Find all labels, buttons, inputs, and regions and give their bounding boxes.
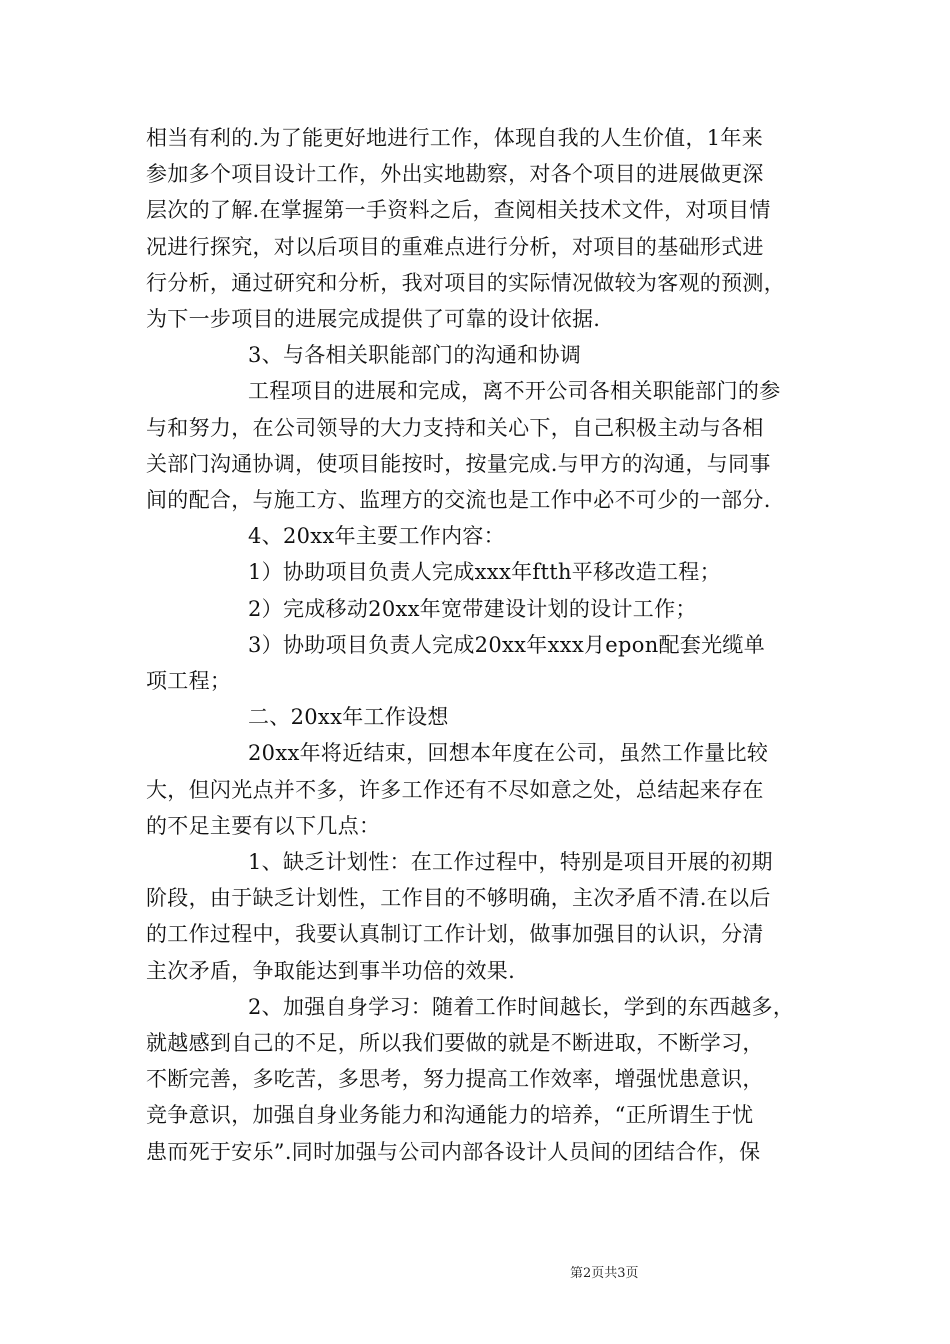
paragraph-self-study <box>146 989 826 1170</box>
text-line: 间的配合，与施工方、监理方的交流也是工作中必不可少的一部分. <box>146 488 771 513</box>
paragraph-project-survey <box>146 120 826 337</box>
text-line: 主次矛盾，争取能达到事半功倍的效果. <box>146 958 516 983</box>
text-line: 项工程； <box>146 669 232 694</box>
text-line: 二、20xx年工作设想 <box>248 705 449 730</box>
heading-main-work <box>146 518 826 554</box>
text-line: 的工作过程中，我要认真制订工作计划，做事加强目的认识，分清 <box>146 922 764 947</box>
text-line: 1、缺乏计划性：在工作过程中，特别是项目开展的初期 <box>248 850 773 875</box>
text-line: 为下一步项目的进展完成提供了可靠的设计依据. <box>146 307 601 332</box>
page-number-footer: 第2页共3页 <box>570 1266 639 1281</box>
paragraph-department-communication <box>146 373 826 518</box>
text-line: 的不足主要有以下几点： <box>146 813 381 838</box>
heading-department-communication <box>146 337 826 373</box>
text-line: 参加多个项目设计工作，外出实地勘察，对各个项目的进展做更深 <box>146 162 764 187</box>
text-line: 行分析，通过研究和分析，我对项目的实际情况做较为客观的预测， <box>146 270 785 295</box>
text-line: 层次的了解.在掌握第一手资料之后，查阅相关技术文件，对项目情 <box>146 198 771 223</box>
text-line: 竞争意识，加强自身业务能力和沟通能力的培养，“正所谓生于忧 <box>146 1103 754 1128</box>
text-line: 阶段，由于缺乏计划性，工作目的不够明确，主次矛盾不清.在以后 <box>146 886 771 911</box>
heading-work-plan <box>146 699 826 735</box>
text-line: 患而死于安乐”.同时加强与公司内部各设计人员间的团结合作，保 <box>146 1139 761 1164</box>
text-line: 况进行探究，对以后项目的重难点进行分析，对项目的基础形式进 <box>146 234 764 259</box>
text-line: 与和努力，在公司领导的大力支持和关心下，自己积极主动与各相 <box>146 415 764 440</box>
text-line: 3）协助项目负责人完成20xx年xxx月epon配套光缆单 <box>248 632 766 657</box>
text-line: 2、加强自身学习：随着工作时间越长，学到的东西越多， <box>248 994 795 1019</box>
text-line: 4、20xx年主要工作内容： <box>248 524 505 549</box>
text-line: 关部门沟通协调，使项目能按时，按量完成.与甲方的沟通，与同事 <box>146 451 771 476</box>
text-line: 大，但闪光点并不多，许多工作还有不尽如意之处，总结起来存在 <box>146 777 764 802</box>
text-line: 工程项目的进展和完成，离不开公司各相关职能部门的参 <box>248 379 781 404</box>
text-line: 1）协助项目负责人完成xxx年ftth平移改造工程； <box>248 560 721 585</box>
text-line: 相当有利的.为了能更好地进行工作，体现自我的人生价值，1年来 <box>146 126 764 150</box>
text-line: 不断完善，多吃苦，多思考，努力提高工作效率，增强忧患意识， <box>146 1067 764 1092</box>
list-item-work-3 <box>146 627 826 699</box>
text-line: 20xx年将近结束，回想本年度在公司，虽然工作量比较 <box>248 741 769 766</box>
text-line: 3、与各相关职能部门的沟通和协调 <box>248 343 582 368</box>
list-item-work-2 <box>146 591 826 627</box>
text-line: 2）完成移动20xx年宽带建设计划的设计工作； <box>248 596 697 621</box>
paragraph-year-review <box>146 735 826 844</box>
document-body <box>146 120 826 1170</box>
text-line: 就越感到自己的不足，所以我们要做的就是不断进取，不断学习， <box>146 1031 764 1056</box>
paragraph-lack-of-planning <box>146 844 826 989</box>
list-item-work-1 <box>146 554 826 590</box>
